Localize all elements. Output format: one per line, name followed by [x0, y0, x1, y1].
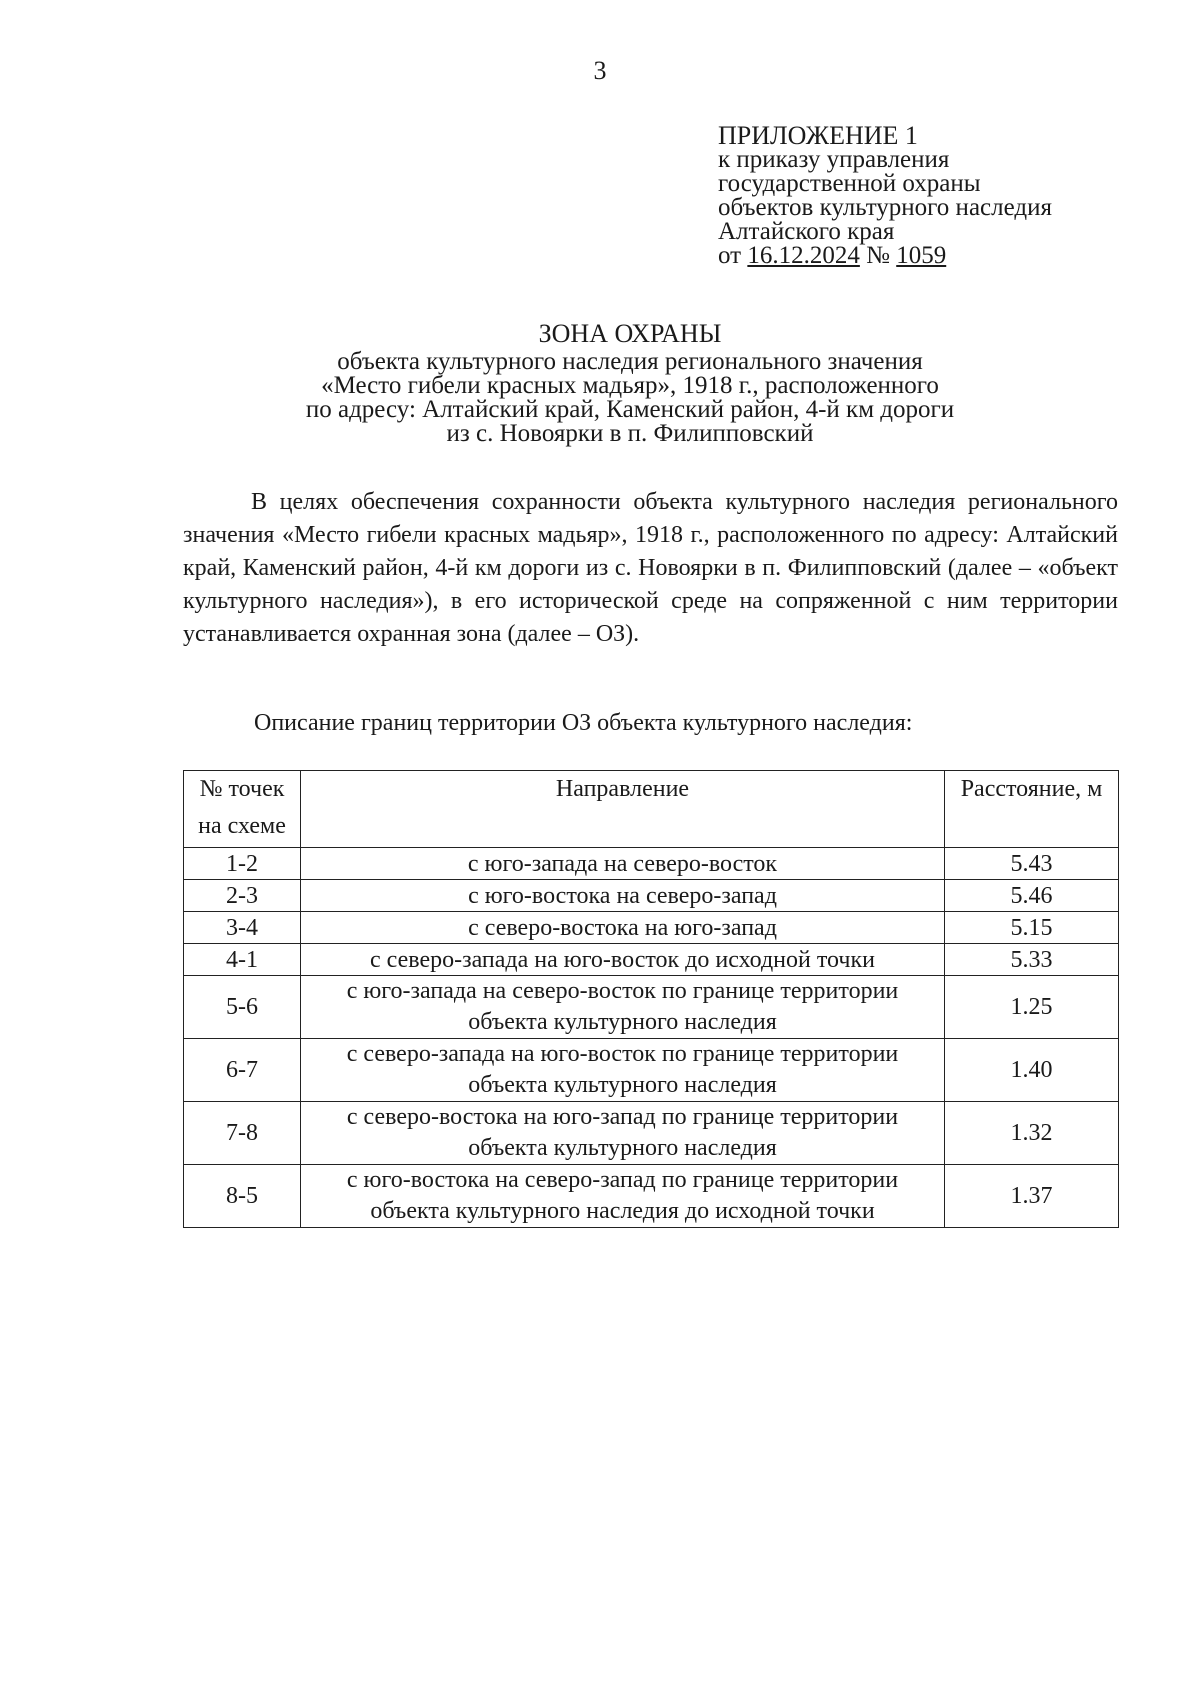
- page-number: 3: [593, 56, 607, 85]
- cell-points: 2-3: [184, 880, 301, 912]
- cell-distance: 1.32: [945, 1102, 1119, 1165]
- heading-line: «Место гибели красных мадьяр», 1918 г., расположенного: [321, 372, 939, 399]
- table-header-row: [184, 771, 1119, 848]
- header-points: № точек на схеме: [184, 771, 301, 848]
- number-prefix: №: [866, 242, 890, 269]
- cell-distance: 5.46: [945, 880, 1119, 912]
- appendix-line: объектов культурного наследия: [718, 194, 1052, 221]
- table-row: [184, 880, 1119, 912]
- cell-points: 7-8: [184, 1102, 301, 1165]
- cell-points: 1-2: [184, 848, 301, 880]
- cell-points: 4-1: [184, 944, 301, 976]
- table-row: [184, 912, 1119, 944]
- cell-direction: с юго-востока на северо-запад: [301, 880, 945, 912]
- cell-direction: с юго-запада на северо-восток: [301, 848, 945, 880]
- appendix-date-line: [718, 244, 1052, 268]
- heading-line: объекта культурного наследия регионального значения: [337, 348, 923, 375]
- order-date: 16.12.2024: [747, 242, 860, 269]
- date-prefix: от: [718, 242, 742, 269]
- cell-direction: с юго-запада на северо-восток по границе территории объекта культурного наследия: [301, 976, 945, 1039]
- appendix-line: Алтайского края: [718, 218, 895, 245]
- order-number: 1059: [896, 242, 947, 269]
- appendix-block: [718, 121, 1052, 269]
- cell-direction: с северо-запада на юго-восток до исходной точки: [301, 944, 945, 976]
- heading-title: ЗОНА ОХРАНЫ: [538, 319, 722, 348]
- cell-points: 6-7: [184, 1039, 301, 1102]
- cell-points: 8-5: [184, 1165, 301, 1228]
- cell-distance: 5.43: [945, 848, 1119, 880]
- heading-line: по адресу: Алтайский край, Каменский район, 4-й км дороги: [305, 396, 955, 423]
- cell-distance: 1.37: [945, 1165, 1119, 1228]
- table-caption: Описание границ территории ОЗ объекта культурного наследия:: [254, 710, 913, 736]
- table-row: [184, 1165, 1119, 1228]
- cell-points: 5-6: [184, 976, 301, 1039]
- table-row: [184, 1102, 1119, 1165]
- table-row: [184, 944, 1119, 976]
- heading-line: из с. Новоярки в п. Филипповский: [446, 420, 814, 447]
- header-distance: Расстояние, м: [945, 771, 1119, 848]
- appendix-title: ПРИЛОЖЕНИЕ 1: [718, 121, 918, 150]
- cell-points: 3-4: [184, 912, 301, 944]
- cell-direction: с северо-запада на юго-восток по границе территории объекта культурного наследия: [301, 1039, 945, 1102]
- cell-distance: 5.15: [945, 912, 1119, 944]
- table-row: [184, 976, 1119, 1039]
- appendix-line: государственной охраны: [718, 170, 981, 197]
- cell-direction: с северо-востока на юго-запад по границе территории объекта культурного наследия: [301, 1102, 945, 1165]
- document-heading: [230, 319, 1030, 447]
- cell-distance: 1.40: [945, 1039, 1119, 1102]
- paragraph-text: В целях обеспечения сохранности объекта культурного наследия регионального значения «Место гибели красных мадьяр», 1918 г., расположенного по адресу: Алтайский край, Каменский район, 4-й км дороги из с. Новоярки в п. Филипповский (далее – «объект культурного наследия»), в его исторической среде на сопряженной с ним территории устанавливается охранная зона (далее – ОЗ).: [183, 489, 1118, 647]
- body-paragraph: [183, 486, 1118, 651]
- appendix-line: к приказу управления: [718, 146, 950, 173]
- cell-direction: с северо-востока на юго-запад: [301, 912, 945, 944]
- cell-direction: с юго-востока на северо-запад по границе территории объекта культурного наследия до исходной точки: [301, 1165, 945, 1228]
- cell-distance: 1.25: [945, 976, 1119, 1039]
- cell-distance: 5.33: [945, 944, 1119, 976]
- table-row: [184, 1039, 1119, 1102]
- boundaries-table: [183, 770, 1119, 1228]
- header-direction: Направление: [301, 771, 945, 848]
- table-row: [184, 848, 1119, 880]
